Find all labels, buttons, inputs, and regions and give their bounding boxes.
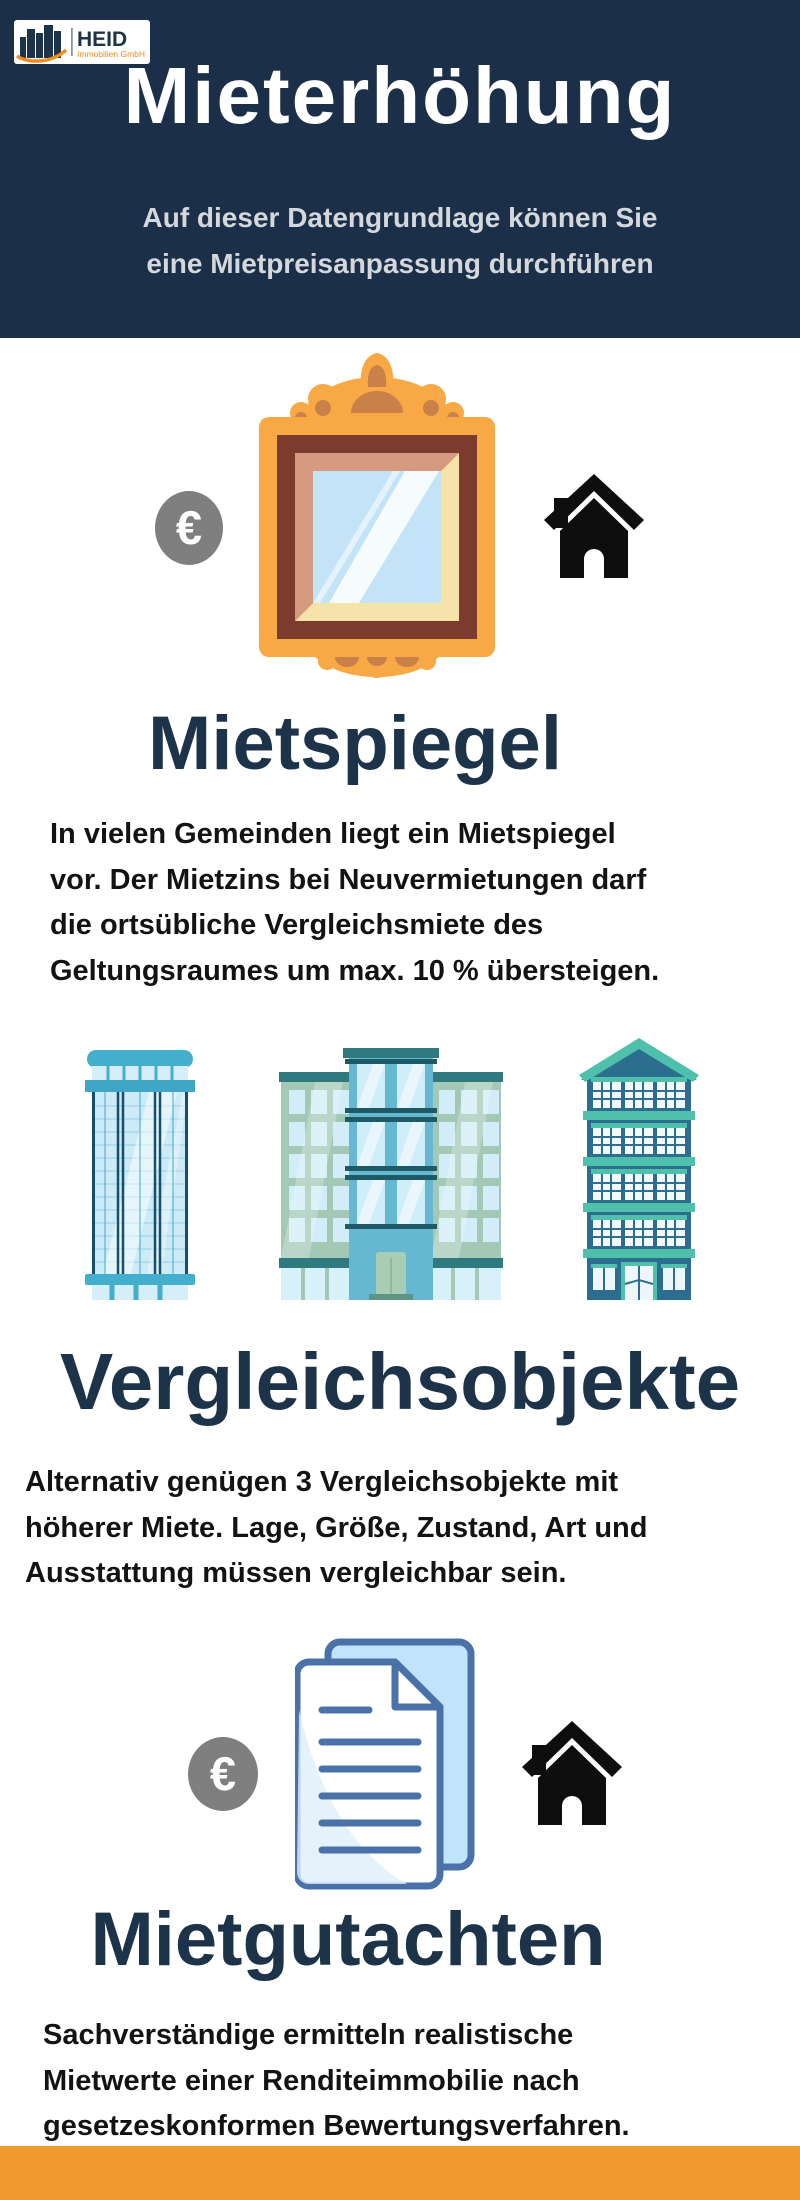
body-line: Ausstattung müssen vergleichbar sein.	[25, 1557, 567, 1589]
body-line: vor. Der Mietzins bei Neuvermietungen darf	[50, 863, 647, 896]
section-body-vergleichsobjekte	[25, 1460, 647, 1597]
section-title-mietgutachten: Mietgutachten	[90, 1897, 606, 1982]
euro-coin-icon	[188, 1737, 258, 1811]
house-icon	[522, 1720, 622, 1826]
glass-tower-icon	[85, 1050, 195, 1300]
header-banner	[0, 0, 800, 338]
page-subtitle-line1: Auf dieser Datengrundlage können Sie	[142, 202, 658, 233]
documents-icon	[295, 1638, 475, 1890]
body-line: Alternativ genügen 3 Vergleichsobjekte mit	[25, 1466, 619, 1498]
section-title-vergleichsobjekte: Vergleichsobjekte	[59, 1337, 741, 1426]
body-line: Sachverständige ermitteln realistische	[43, 2019, 574, 2051]
ornate-mirror-icon	[257, 351, 497, 679]
euro-coin-icon	[155, 491, 223, 565]
page-subtitle-line2: eine Mietpreisanpassung durchführen	[146, 248, 654, 279]
apartment-building-icon	[579, 1038, 699, 1300]
body-line: Mietwerte einer Renditeimmobilie nach	[43, 2064, 580, 2097]
euro-sign: €	[209, 1746, 237, 1800]
page-title: Mieterhöhung	[123, 51, 677, 140]
footer-accent-bar	[0, 2146, 800, 2200]
office-building-icon	[279, 1042, 503, 1300]
section-body-mietgutachten	[43, 2013, 630, 2150]
body-line: Geltungsraumes um max. 10 % übersteigen.	[50, 954, 660, 987]
body-line: höherer Miete. Lage, Größe, Zustand, Art und	[25, 1511, 648, 1544]
house-icon	[544, 474, 644, 578]
body-line: die ortsübliche Vergleichsmiete des	[50, 909, 544, 941]
brand-name: HEID	[77, 28, 128, 51]
section-title-mietspiegel: Mietspiegel	[148, 701, 562, 786]
euro-sign: €	[175, 500, 203, 554]
brand-tagline: Immobilien GmbH	[77, 49, 146, 59]
body-line: gesetzeskonformen Bewertungsverfahren.	[43, 2110, 630, 2142]
section-body-mietspiegel	[50, 812, 659, 994]
body-line: In vielen Gemeinden liegt ein Mietspiegel	[50, 818, 616, 850]
